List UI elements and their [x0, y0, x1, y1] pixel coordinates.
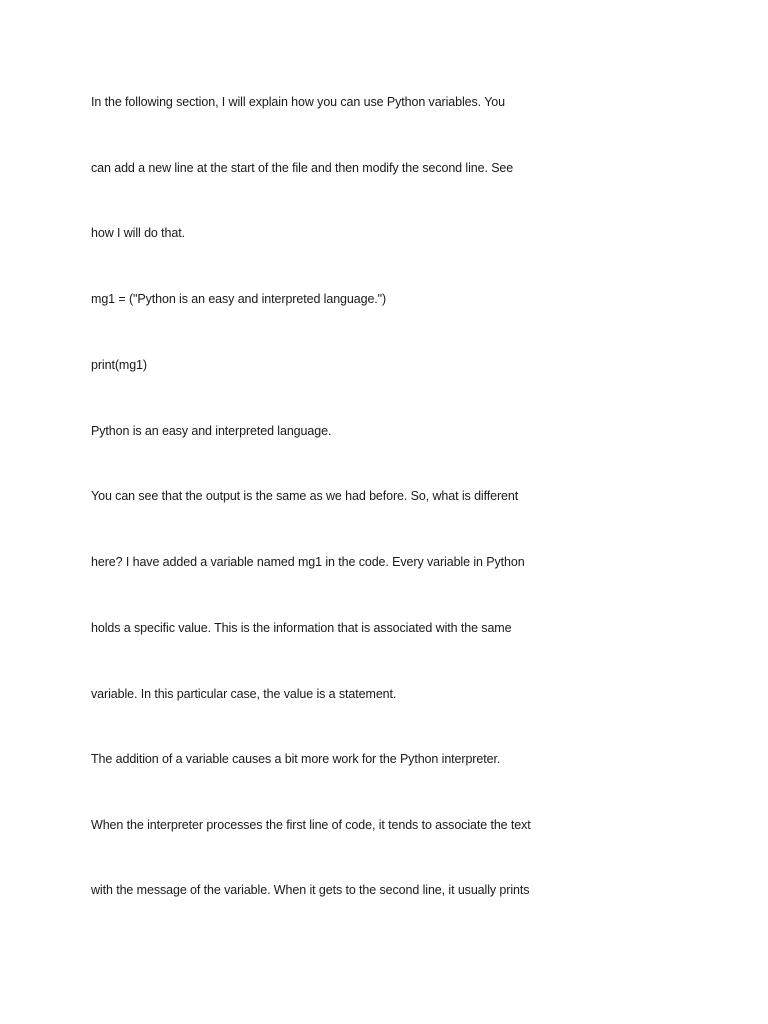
paragraph-line: When the interpreter processes the first line of code, it tends to associate the text: [91, 818, 531, 832]
paragraph-line: You can see that the output is the same as we had before. So, what is different: [91, 489, 519, 503]
code-line: print(mg1): [91, 358, 147, 372]
paragraph-line: with the message of the variable. When it gets to the second line, it usually prints: [91, 883, 530, 897]
paragraph-line: The addition of a variable causes a bit more work for the Python interpreter.: [91, 752, 501, 766]
paragraph-line: can add a new line at the start of the file and then modify the second line. See: [91, 161, 514, 175]
output-line: Python is an easy and interpreted language.: [91, 424, 332, 438]
paragraph-line: In the following section, I will explain how you can use Python variables. You: [91, 95, 505, 109]
paragraph-line: how I will do that.: [91, 226, 185, 240]
code-line: mg1 = ("Python is an easy and interpreted language."): [91, 292, 387, 306]
paragraph-line: variable. In this particular case, the value is a statement.: [91, 687, 397, 701]
paragraph-line: here? I have added a variable named mg1 in the code. Every variable in Python: [91, 555, 525, 569]
paragraph-line: holds a specific value. This is the information that is associated with the same: [91, 621, 512, 635]
